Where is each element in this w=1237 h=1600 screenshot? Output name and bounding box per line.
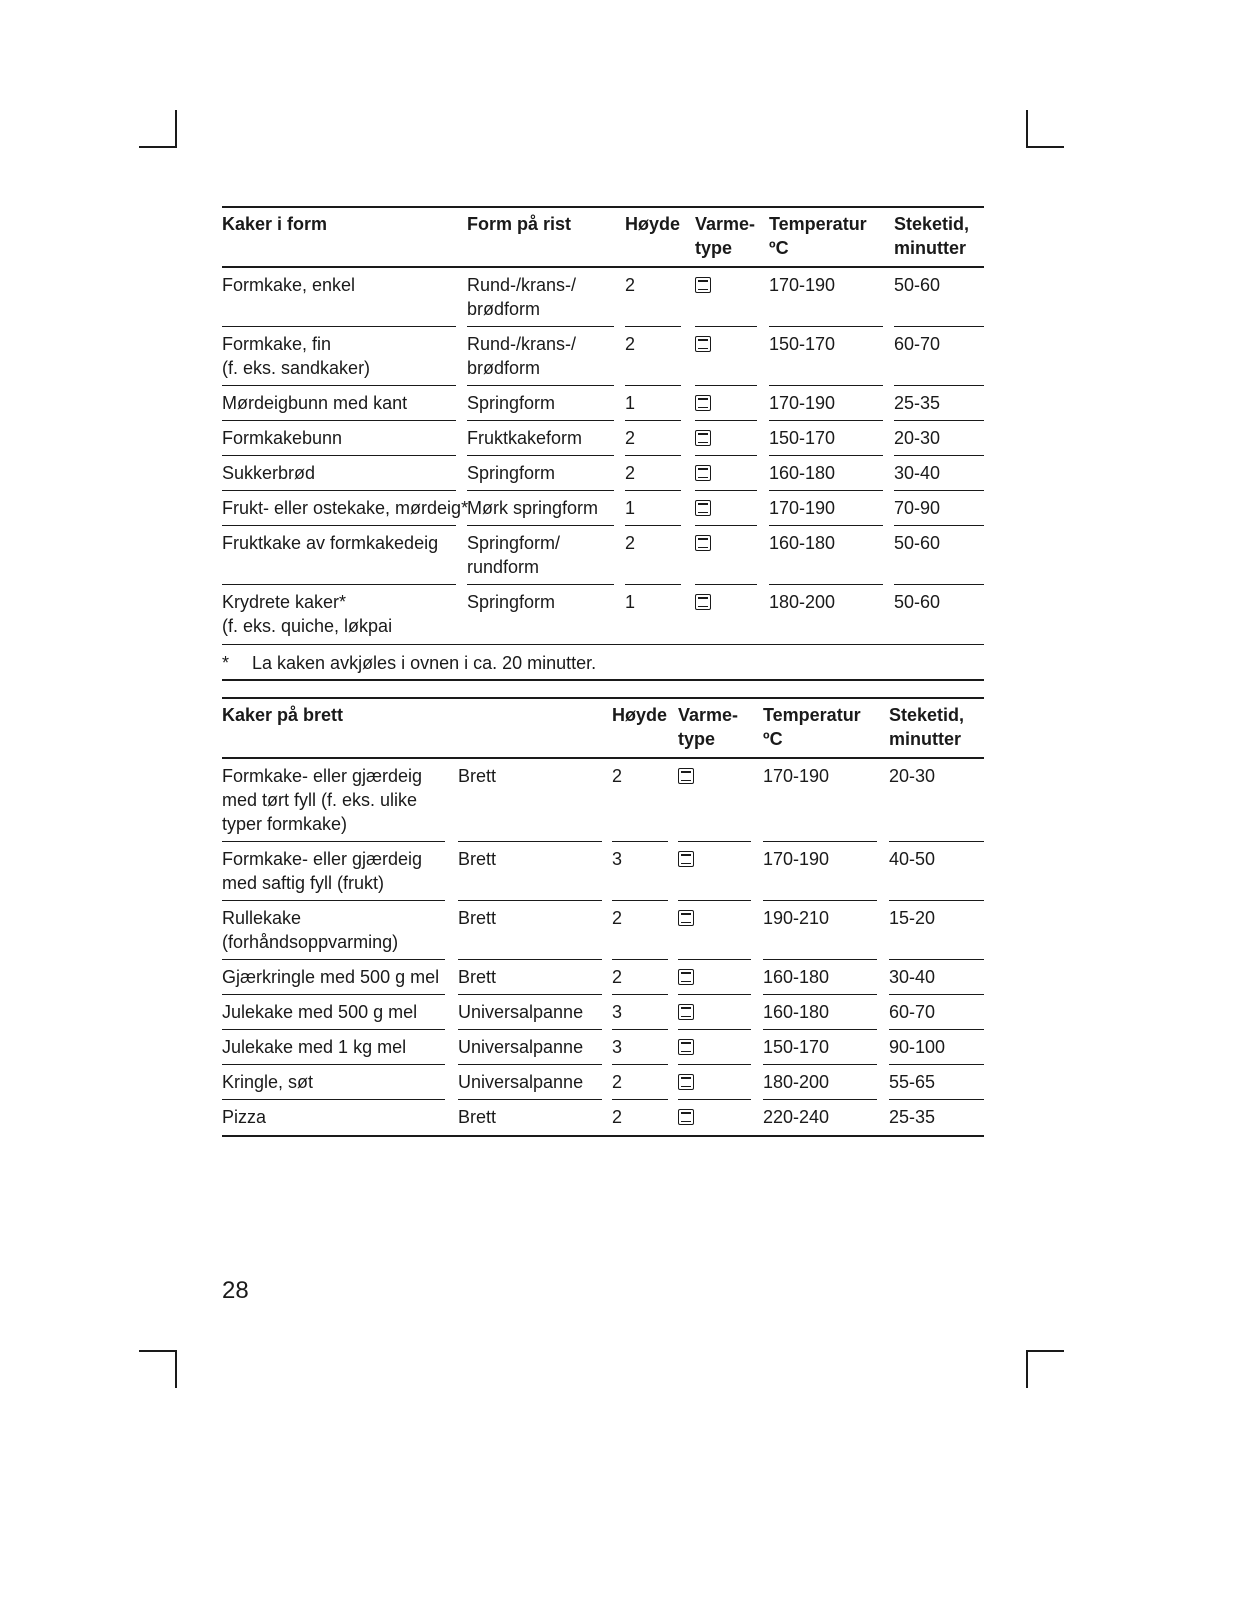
- table-row: [222, 1030, 984, 1065]
- table-row: [222, 759, 984, 842]
- temperature-cell: 220-240: [763, 1107, 830, 1127]
- table-row: [222, 491, 984, 526]
- tin-type-cell: Brett: [458, 759, 602, 842]
- baking-time-cell: 70-90: [894, 491, 984, 526]
- tin-type-cell: Brett: [458, 960, 602, 995]
- table-row: [222, 842, 984, 901]
- baking-time-cell: 60-70: [889, 995, 984, 1030]
- temperature-cell: 160-180: [763, 995, 877, 1030]
- crop-mark-top-right: [1026, 146, 1064, 148]
- temperature-cell: 170-190: [763, 759, 877, 842]
- shelf-level-cell: 3: [612, 842, 668, 901]
- temperature-cell: 170-190: [769, 268, 883, 327]
- baking-time-cell: 25-35: [894, 386, 984, 421]
- column-header-baking-time: Steketid, minutter: [889, 705, 965, 749]
- table-row: [222, 1065, 984, 1100]
- baking-table-cakes-on-tray: [222, 697, 984, 1137]
- cake-name-cell: Formkake, enkel: [222, 268, 456, 327]
- heating-type-cell: [695, 268, 757, 327]
- crop-mark-top-left: [139, 146, 177, 148]
- shelf-level-cell: 1: [625, 386, 681, 421]
- baking-time-cell: 20-30: [889, 759, 984, 842]
- shelf-level-cell: 2: [625, 456, 681, 491]
- cake-name-cell: Gjærkringle med 500 g mel: [222, 960, 445, 995]
- crop-mark-bottom-left: [175, 1350, 177, 1388]
- column-header-heating-type: Varme- type: [695, 214, 756, 258]
- footnote-text: La kaken avkjøles i ovnen i ca. 20 minutter.: [252, 653, 597, 673]
- tin-type-cell: Springform: [467, 456, 614, 491]
- temperature-cell: 150-170: [763, 1030, 877, 1065]
- column-header-heating-type: Varme- type: [678, 705, 739, 749]
- top-bottom-heat-icon: [678, 910, 694, 926]
- table-row: [222, 901, 984, 960]
- cake-name-cell: Rullekake (forhåndsoppvarming): [222, 901, 445, 960]
- baking-time-cell: 55-65: [889, 1065, 984, 1100]
- heating-type-cell: [678, 901, 751, 960]
- baking-time-cell: 25-35: [889, 1107, 936, 1127]
- baking-time-cell: 30-40: [894, 456, 984, 491]
- heating-type-cell: [678, 759, 751, 842]
- table-footnote: [222, 645, 984, 679]
- heating-type-cell: [695, 421, 757, 456]
- tin-type-cell: Springform/ rundform: [467, 526, 614, 585]
- crop-mark-top-left: [175, 110, 177, 148]
- heating-type-cell: [678, 842, 751, 901]
- baking-time-cell: 30-40: [889, 960, 984, 995]
- shelf-level-cell: 2: [612, 901, 668, 960]
- top-bottom-heat-icon: [695, 277, 711, 293]
- temperature-cell: 160-180: [763, 960, 877, 995]
- top-bottom-heat-icon: [695, 535, 711, 551]
- temperature-cell: 190-210: [763, 901, 877, 960]
- temperature-cell: 160-180: [769, 526, 883, 585]
- crop-mark-bottom-left: [139, 1350, 177, 1352]
- table-row: [222, 1100, 984, 1135]
- column-header-cake-name: Kaker på brett: [222, 705, 344, 725]
- crop-mark-bottom-right: [1026, 1350, 1028, 1388]
- crop-mark-bottom-right: [1026, 1350, 1064, 1352]
- top-bottom-heat-icon: [678, 1039, 694, 1055]
- baking-time-cell: 50-60: [894, 526, 984, 585]
- table-row: [222, 585, 984, 644]
- heating-type-cell: [678, 1065, 751, 1100]
- cake-name-cell: Sukkerbrød: [222, 456, 456, 491]
- table-row: [222, 268, 984, 327]
- column-header-cake-name: Kaker i form: [222, 214, 328, 234]
- heating-type-cell: [695, 456, 757, 491]
- temperature-cell: 150-170: [769, 421, 883, 456]
- shelf-level-cell: 3: [612, 995, 668, 1030]
- table-header-row: [222, 699, 984, 757]
- tin-type-cell: Fruktkakeform: [467, 421, 614, 456]
- baking-time-cell: 40-50: [889, 842, 984, 901]
- baking-time-cell: 90-100: [889, 1030, 984, 1065]
- temperature-cell: 170-190: [769, 491, 883, 526]
- temperature-cell: 170-190: [763, 842, 877, 901]
- shelf-level-cell: 2: [625, 268, 681, 327]
- heating-type-cell: [695, 386, 757, 421]
- heating-type-cell: [678, 1100, 751, 1135]
- table-row: [222, 960, 984, 995]
- heating-type-cell: [695, 585, 757, 644]
- column-header-temperature: Temperatur ºC: [769, 214, 867, 258]
- shelf-level-cell: 2: [612, 1065, 668, 1100]
- tin-type-cell: Mørk springform: [467, 491, 614, 526]
- table-row: [222, 995, 984, 1030]
- cake-name-cell: Mørdeigbunn med kant: [222, 386, 456, 421]
- footnote-asterisk: *: [222, 653, 230, 673]
- cake-name-cell: Formkake- eller gjærdeig med tørt fyll (f. eks. ulike typer formkake): [222, 759, 445, 842]
- cake-name-cell: Krydrete kaker* (f. eks. quiche, løkpai: [222, 592, 393, 636]
- baking-time-cell: 50-60: [894, 268, 984, 327]
- top-bottom-heat-icon: [678, 1109, 694, 1125]
- column-header-shelf-level: Høyde: [612, 705, 668, 725]
- column-header-shelf-level: Høyde: [625, 214, 681, 234]
- cake-name-cell: Julekake med 1 kg mel: [222, 1030, 445, 1065]
- shelf-level-cell: 2: [625, 526, 681, 585]
- shelf-level-cell: 2: [625, 421, 681, 456]
- top-bottom-heat-icon: [695, 430, 711, 446]
- heating-type-cell: [695, 491, 757, 526]
- top-bottom-heat-icon: [678, 969, 694, 985]
- baking-time-cell: 15-20: [889, 901, 984, 960]
- table-row: [222, 327, 984, 386]
- baking-time-cell: 20-30: [894, 421, 984, 456]
- cake-name-cell: Kringle, søt: [222, 1065, 445, 1100]
- temperature-cell: 180-200: [769, 592, 836, 612]
- top-bottom-heat-icon: [678, 1004, 694, 1020]
- top-bottom-heat-icon: [678, 1074, 694, 1090]
- heating-type-cell: [678, 1030, 751, 1065]
- crop-mark-top-right: [1026, 110, 1028, 148]
- cake-name-cell: Pizza: [222, 1107, 267, 1127]
- tin-type-cell: Universalpanne: [458, 1065, 602, 1100]
- baking-time-cell: 60-70: [894, 327, 984, 386]
- heating-type-cell: [695, 526, 757, 585]
- column-header-temperature: Temperatur ºC: [763, 705, 861, 749]
- table-row: [222, 386, 984, 421]
- cake-name-cell: Frukt- eller ostekake, mørdeig*: [222, 491, 456, 526]
- heating-type-cell: [695, 327, 757, 386]
- temperature-cell: 160-180: [769, 456, 883, 491]
- table-header-row: [222, 208, 984, 266]
- tin-type-cell: Rund-/krans-/ brødform: [467, 268, 614, 327]
- tin-type-cell: Brett: [458, 1107, 497, 1127]
- heating-type-cell: [678, 995, 751, 1030]
- tin-type-cell: Brett: [458, 901, 602, 960]
- column-header-tin-type: [458, 699, 602, 757]
- table-row: [222, 456, 984, 491]
- shelf-level-cell: 1: [625, 592, 636, 612]
- cake-name-cell: Julekake med 500 g mel: [222, 995, 445, 1030]
- cake-name-cell: Formkakebunn: [222, 421, 456, 456]
- temperature-cell: 180-200: [763, 1065, 877, 1100]
- temperature-cell: 170-190: [769, 386, 883, 421]
- tin-type-cell: Universalpanne: [458, 1030, 602, 1065]
- top-bottom-heat-icon: [678, 768, 694, 784]
- shelf-level-cell: 2: [612, 759, 668, 842]
- table-row: [222, 526, 984, 585]
- column-header-baking-time: Steketid, minutter: [894, 214, 970, 258]
- shelf-level-cell: 2: [612, 960, 668, 995]
- tin-type-cell: Universalpanne: [458, 995, 602, 1030]
- tin-type-cell: Rund-/krans-/ brødform: [467, 327, 614, 386]
- top-bottom-heat-icon: [678, 851, 694, 867]
- shelf-level-cell: 1: [625, 491, 681, 526]
- page-number: 28: [222, 1277, 249, 1304]
- shelf-level-cell: 2: [612, 1107, 623, 1127]
- cake-name-cell: Fruktkake av formkakedeig: [222, 526, 456, 585]
- baking-time-cell: 50-60: [894, 592, 941, 612]
- top-bottom-heat-icon: [695, 395, 711, 411]
- temperature-cell: 150-170: [769, 327, 883, 386]
- cake-name-cell: Formkake- eller gjærdeig med saftig fyll (frukt): [222, 842, 445, 901]
- top-bottom-heat-icon: [695, 336, 711, 352]
- tin-type-cell: Springform: [467, 386, 614, 421]
- top-bottom-heat-icon: [695, 500, 711, 516]
- heating-type-cell: [678, 960, 751, 995]
- shelf-level-cell: 2: [625, 327, 681, 386]
- table-row: [222, 421, 984, 456]
- shelf-level-cell: 3: [612, 1030, 668, 1065]
- top-bottom-heat-icon: [695, 465, 711, 481]
- column-header-tin-type: Form på rist: [467, 214, 572, 234]
- table-bottom-rule: [222, 679, 984, 681]
- tin-type-cell: Brett: [458, 842, 602, 901]
- top-bottom-heat-icon: [695, 594, 711, 610]
- cake-name-cell: Formkake, fin (f. eks. sandkaker): [222, 327, 456, 386]
- table-bottom-rule: [222, 1135, 984, 1137]
- baking-table-cakes-in-tin: [222, 206, 984, 681]
- tin-type-cell: Springform: [467, 592, 556, 612]
